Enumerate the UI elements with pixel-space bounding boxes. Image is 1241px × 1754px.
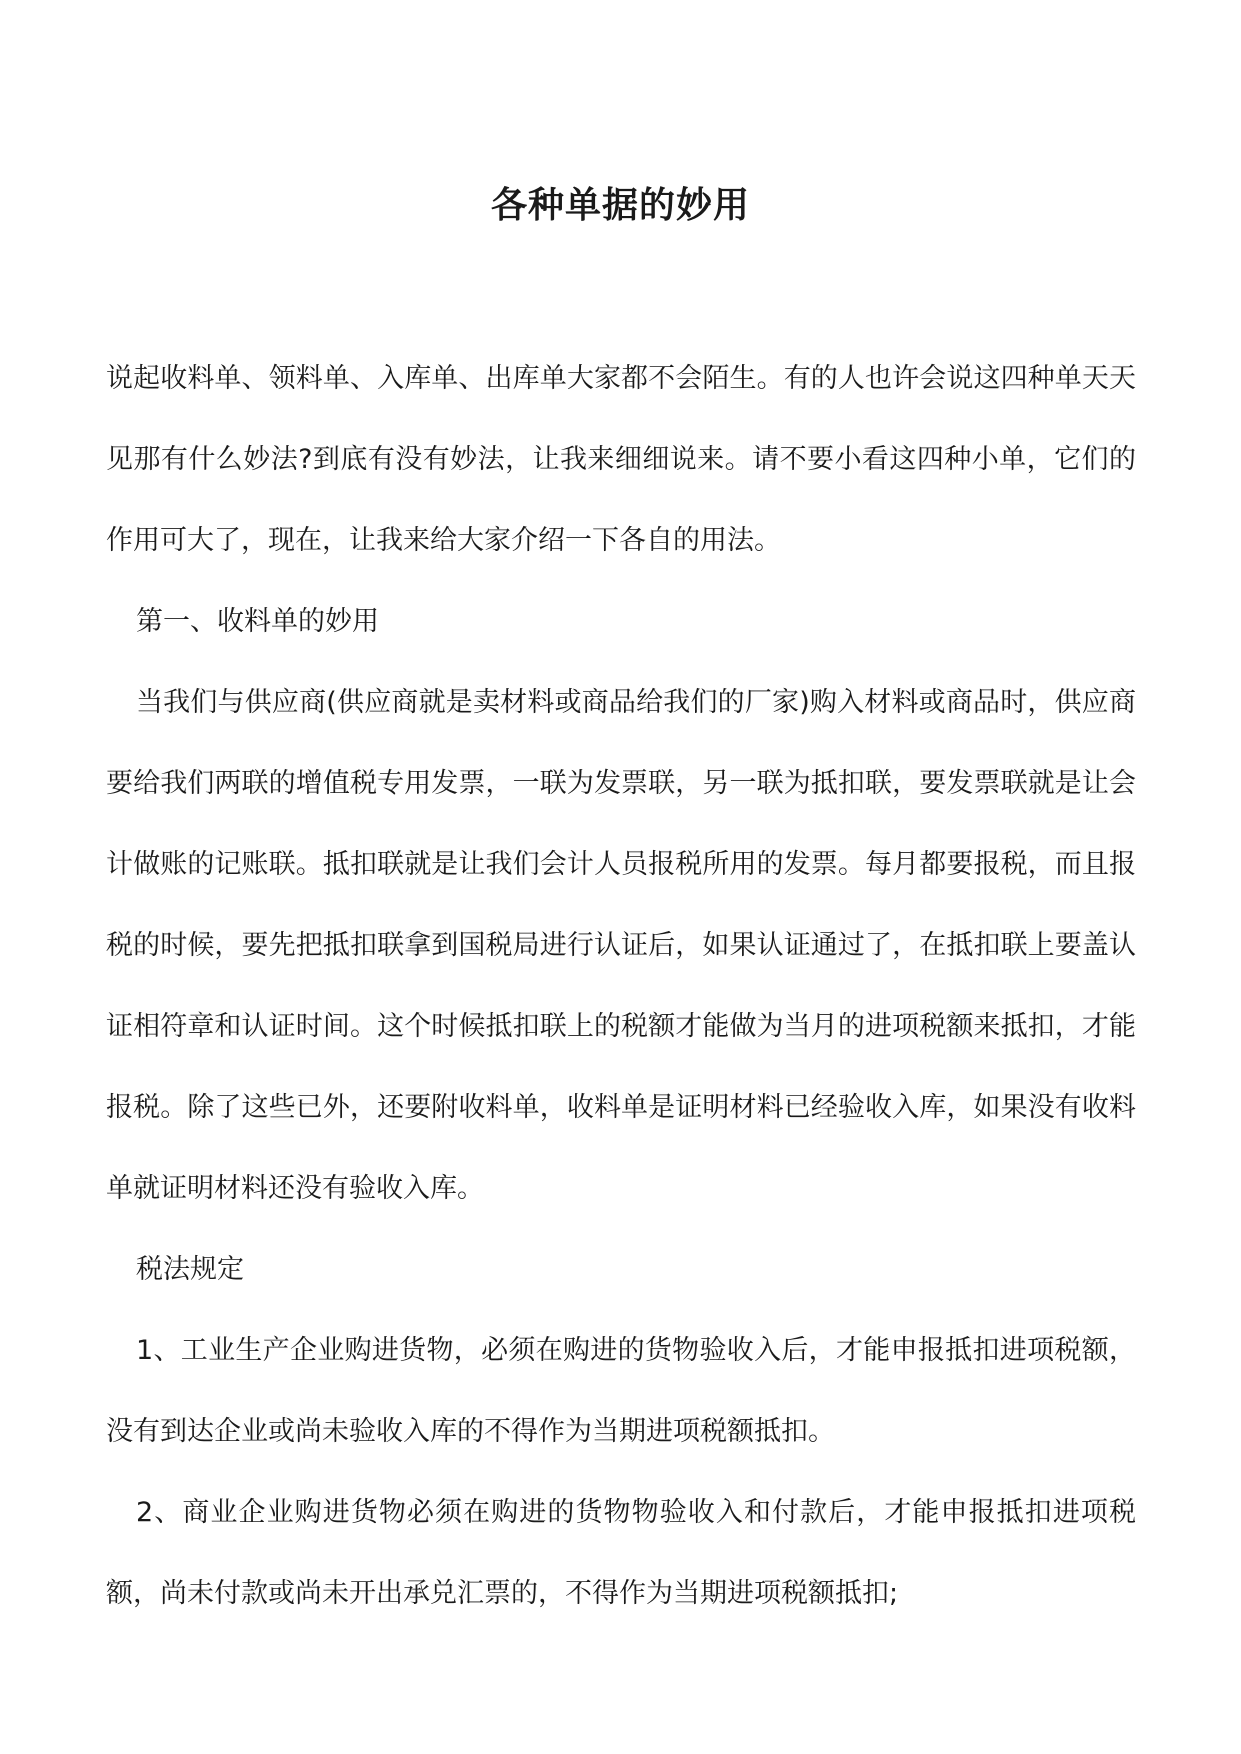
paragraph-intro: 说起收料单、领料单、入库单、出库单大家都不会陌生。有的人也许会说这四种单天天见那有什么妙法?到底有没有妙法，让我来细细说来。请不要小看这四种小单，它们的作用可大了，现在，让我来给大家介绍一下各自的用法。 <box>106 363 1136 556</box>
paragraph-rule-2: 2、商业企业购进货物必须在购进的货物物验收入和付款后，才能申报抵扣进项税额，尚未付款或尚未开出承兑汇票的，不得作为当期进项税额抵扣; <box>106 1497 1136 1609</box>
document-body <box>106 338 1136 1634</box>
section-heading-tax-law: 税法规定 <box>136 1254 244 1285</box>
paragraph-rule-1: 1、工业生产企业购进货物，必须在购进的货物验收入后，才能申报抵扣进项税额，没有到达企业或尚未验收入库的不得作为当期进项税额抵扣。 <box>106 1335 1136 1447</box>
section-heading-receipt-note: 第一、收料单的妙用 <box>136 606 379 637</box>
paragraph-receipt-note: 当我们与供应商(供应商就是卖材料或商品给我们的厂家)购入材料或商品时，供应商要给我们两联的增值税专用发票，一联为发票联，另一联为抵扣联，要发票联就是让会计做账的记账联。抵扣联就是让我们会计人员报税所用的发票。每月都要报税，而且报税的时候，要先把抵扣联拿到国税局进行认证后，如果认证通过了，在抵扣联上要盖认证相符章和认证时间。这个时候抵扣联上的税额才能做为当月的进项税额来抵扣，才能报税。除了这些已外，还要附收料单，收料单是证明材料已经验收入库，如果没有收料单就证明材料还没有验收入库。 <box>106 687 1136 1204</box>
document-title: 各种单据的妙用 <box>490 185 750 227</box>
